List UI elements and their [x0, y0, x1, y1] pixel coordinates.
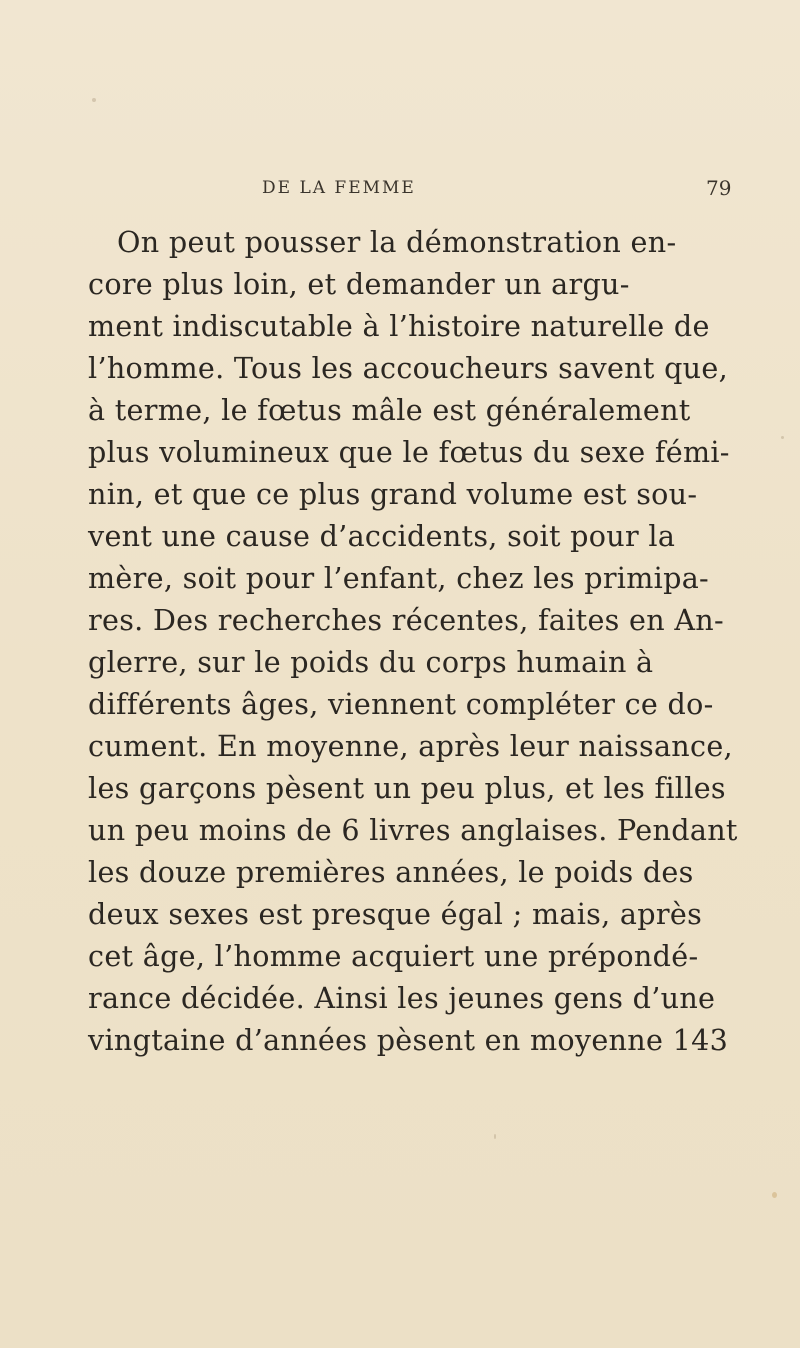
- text-line: plus volumineux que le fœtus du sexe fémi-: [88, 435, 730, 469]
- text-line: On peut pousser la démonstration en-: [117, 225, 677, 259]
- text-line: vent une cause d’accidents, soit pour la: [88, 519, 676, 553]
- text-line: différents âges, viennent compléter ce do-: [88, 687, 714, 721]
- running-title: DE LA FEMME: [262, 178, 416, 198]
- text-line: les douze premières années, le poids des: [88, 855, 694, 889]
- text-line: nin, et que ce plus grand volume est sou-: [88, 477, 698, 511]
- paper-speck: [781, 436, 784, 439]
- text-line: un peu moins de 6 livres anglaises. Pendant: [88, 813, 738, 847]
- text-line: l’homme. Tous les accoucheurs savent que,: [88, 351, 728, 385]
- paper-speck: [494, 1134, 496, 1139]
- text-line: les garçons pèsent un peu plus, et les filles: [88, 771, 726, 805]
- paper-speck: [92, 98, 96, 102]
- text-line: cument. En moyenne, après leur naissance,: [88, 729, 733, 763]
- text-line: ment indiscutable à l’histoire naturelle de: [88, 309, 710, 343]
- body-text: [0, 222, 800, 1057]
- running-head: [0, 178, 800, 208]
- text-line: core plus loin, et demander un argu-: [88, 267, 630, 301]
- text-line: deux sexes est presque égal ; mais, après: [88, 897, 703, 931]
- paper-speck: [772, 1192, 777, 1198]
- page-number: 79: [706, 176, 732, 200]
- text-line: res. Des recherches récentes, faites en An-: [88, 603, 724, 637]
- text-line: vingtaine d’années pèsent en moyenne 143: [88, 1023, 729, 1057]
- text-line: cet âge, l’homme acquiert une prépondé-: [88, 939, 699, 973]
- text-line: mère, soit pour l’enfant, chez les primipa-: [88, 561, 710, 595]
- text-line: glerre, sur le poids du corps humain à: [88, 645, 654, 679]
- text-line: rance décidée. Ainsi les jeunes gens d’une: [88, 981, 716, 1015]
- text-line: à terme, le fœtus mâle est généralement: [88, 393, 691, 427]
